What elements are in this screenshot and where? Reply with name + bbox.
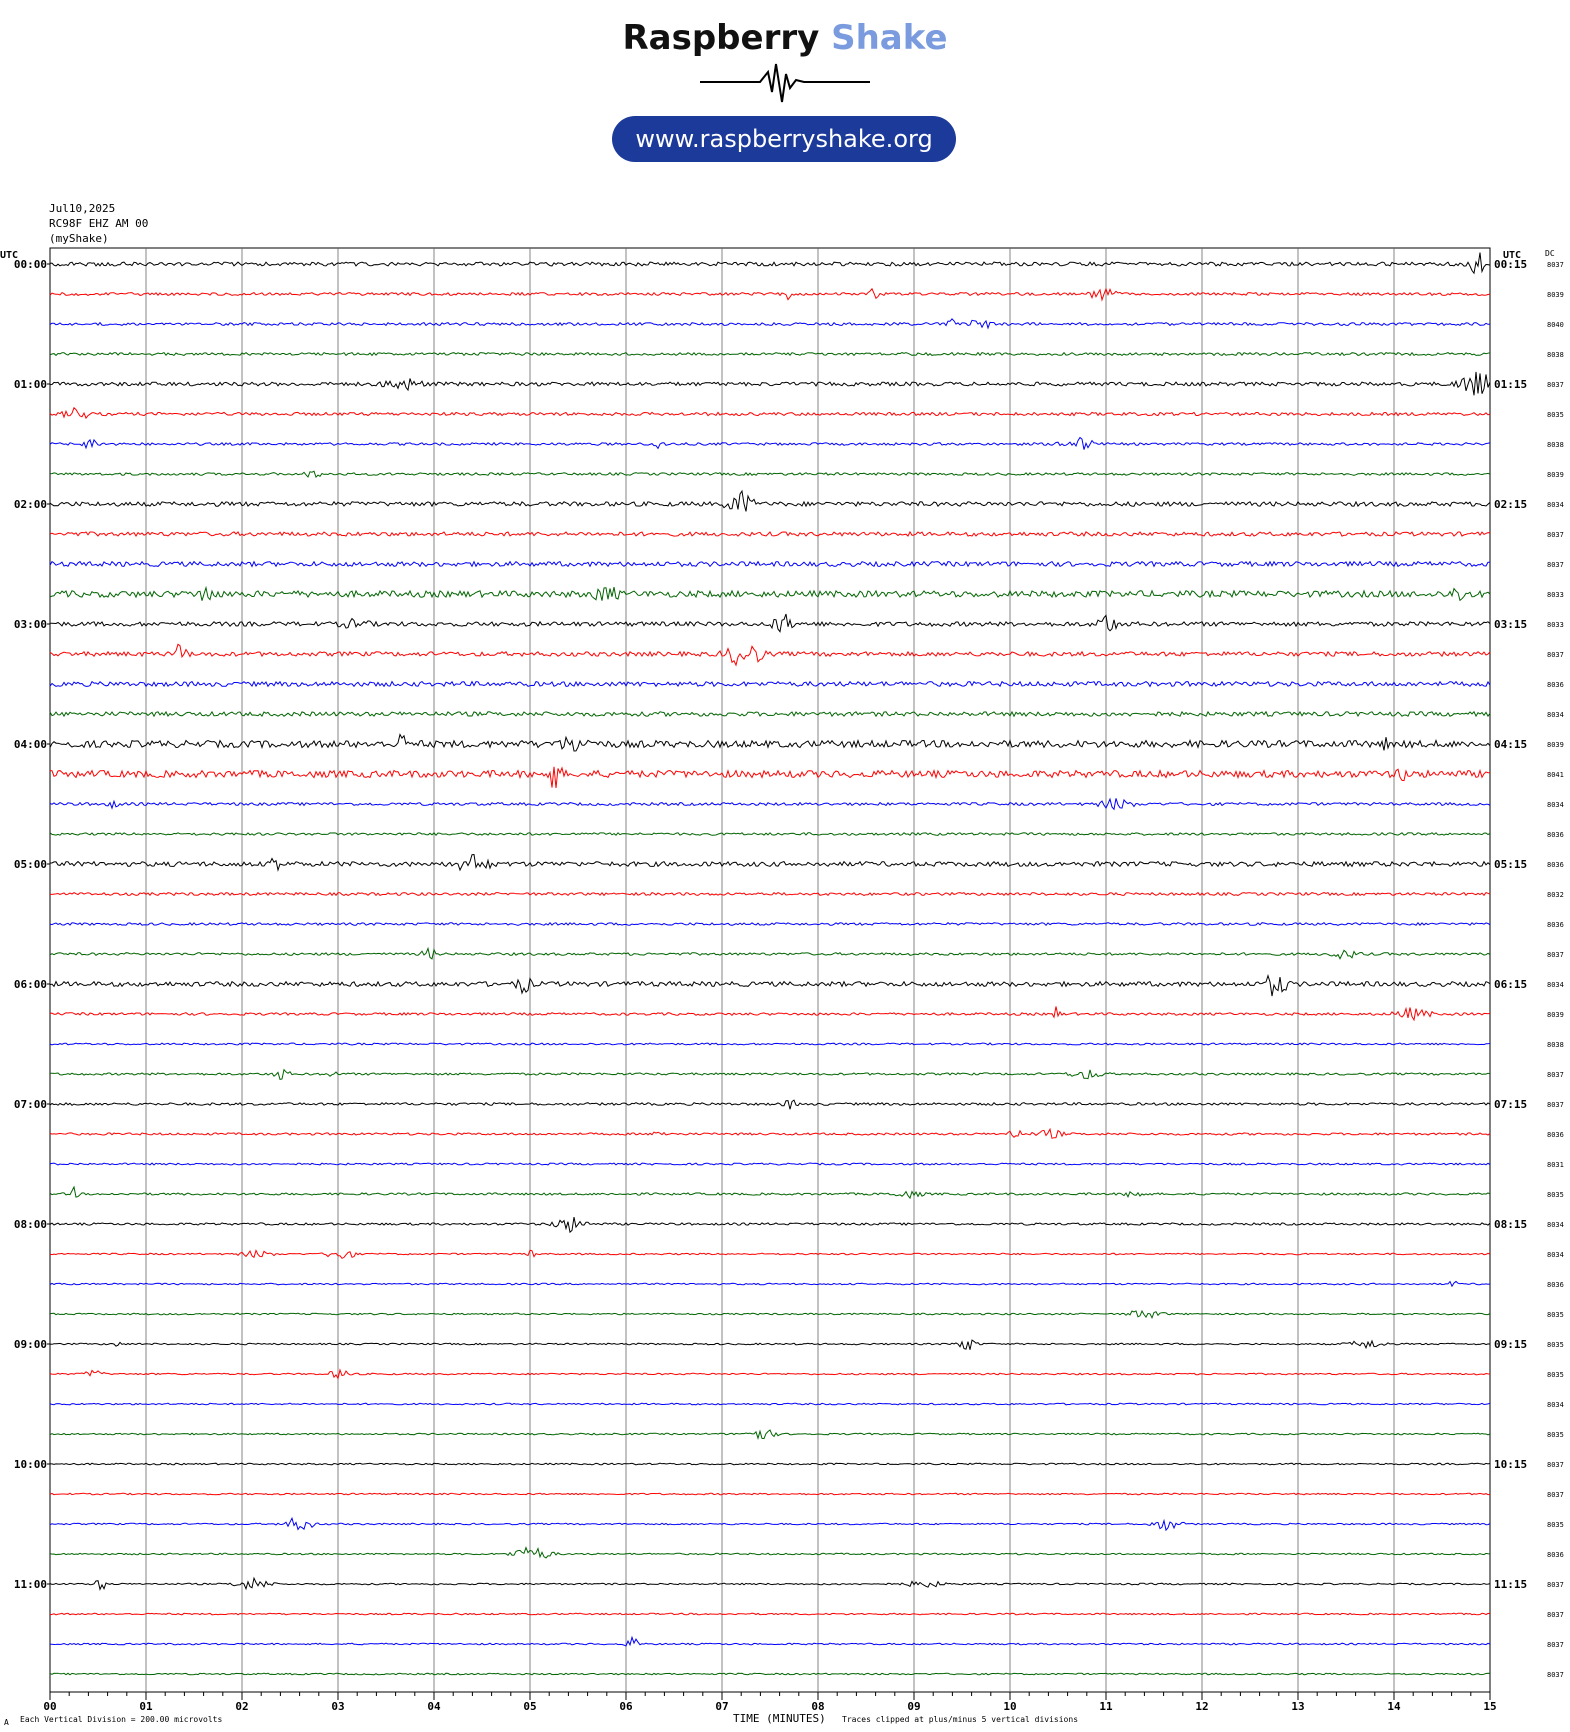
dc-value-label: 8037 (1547, 651, 1564, 659)
dc-value-label: 8039 (1547, 741, 1564, 749)
dc-value-label: 8034 (1547, 801, 1564, 809)
x-axis-title: TIME (MINUTES) (733, 1712, 826, 1725)
seismic-trace (50, 289, 1490, 300)
seismic-trace (50, 1070, 1490, 1080)
right-hour-label: 07:15 (1494, 1098, 1528, 1111)
x-tick-label-11: 11 (1099, 1700, 1113, 1713)
right-utc-label: UTC (1503, 250, 1522, 261)
seismic-trace (50, 923, 1490, 926)
seismic-trace (50, 1463, 1490, 1465)
x-tick-label-14: 14 (1387, 1700, 1401, 1713)
seismic-trace (50, 1370, 1490, 1378)
seismic-trace (50, 1217, 1490, 1232)
seismic-trace (50, 1340, 1490, 1350)
dc-value-label: 8037 (1547, 1461, 1564, 1469)
dc-value-label: 8041 (1547, 771, 1564, 779)
dc-value-label: 8036 (1547, 861, 1564, 869)
dc-value-label: 8033 (1547, 621, 1564, 629)
seismic-trace (50, 1043, 1490, 1045)
right-hour-label: 00:15 (1494, 258, 1528, 271)
dc-value-label: 8036 (1547, 681, 1564, 689)
seismic-trace (50, 893, 1490, 896)
seismic-trace (50, 712, 1490, 716)
right-hour-label: 06:15 (1494, 978, 1528, 991)
seismic-trace (50, 1281, 1490, 1286)
seismic-trace (50, 644, 1490, 665)
dc-value-label: 8040 (1547, 321, 1564, 329)
x-tick-label-13: 13 (1291, 1700, 1305, 1713)
left-hour-label: 02:00 (13, 498, 47, 511)
left-hour-label: 06:00 (13, 978, 47, 991)
right-hour-label: 11:15 (1494, 1578, 1528, 1591)
dc-value-label: 8037 (1547, 951, 1564, 959)
x-tick-label-06: 06 (619, 1700, 633, 1713)
dc-value-label: 8037 (1547, 1671, 1564, 1679)
dc-value-label: 8035 (1547, 1521, 1564, 1529)
dc-value-label: 8036 (1547, 831, 1564, 839)
dc-value-label: 8038 (1547, 441, 1564, 449)
left-hour-label: 09:00 (13, 1338, 47, 1351)
dc-value-label: 8035 (1547, 1341, 1564, 1349)
seismic-trace (50, 438, 1490, 450)
dc-value-label: 8036 (1547, 1281, 1564, 1289)
seismic-trace (50, 767, 1490, 788)
right-hour-label: 09:15 (1494, 1338, 1528, 1351)
seismic-trace (50, 948, 1490, 959)
left-hour-label: 11:00 (13, 1578, 47, 1591)
left-hour-label: 04:00 (13, 738, 47, 751)
seismic-trace (50, 1673, 1490, 1675)
seismic-trace (50, 614, 1490, 632)
x-tick-label-02: 02 (235, 1700, 249, 1713)
x-tick-label-10: 10 (1003, 1700, 1017, 1713)
right-hour-label: 04:15 (1494, 738, 1528, 751)
seismic-trace (50, 682, 1490, 687)
dc-value-label: 8035 (1547, 1311, 1564, 1319)
dc-value-label: 8037 (1547, 531, 1564, 539)
vertical-scale-note: Each Vertical Division = 200.00 microvolts (20, 1715, 223, 1724)
seismic-trace (50, 491, 1490, 511)
dc-value-label: 8037 (1547, 1641, 1564, 1649)
left-hour-label: 10:00 (13, 1458, 47, 1471)
seismic-trace (50, 1187, 1490, 1198)
seismic-trace (50, 1613, 1490, 1615)
dc-value-label: 8037 (1547, 1491, 1564, 1499)
seismic-trace (50, 1578, 1490, 1589)
left-hour-label: 03:00 (13, 618, 47, 631)
right-hour-label: 01:15 (1494, 378, 1528, 391)
dc-value-label: 8034 (1547, 1251, 1564, 1259)
seismic-trace (50, 587, 1490, 601)
seismic-trace (50, 562, 1490, 567)
x-tick-label-09: 09 (907, 1700, 921, 1713)
right-hour-label: 03:15 (1494, 618, 1528, 631)
seismic-trace (50, 253, 1490, 274)
seismic-trace (50, 1637, 1490, 1646)
plot-frame (50, 248, 1490, 1692)
seismic-trace (50, 1129, 1490, 1138)
x-tick-label-08: 08 (811, 1700, 825, 1713)
dc-value-label: 8031 (1547, 1161, 1564, 1169)
seismic-trace (50, 532, 1490, 536)
x-tick-label-07: 07 (715, 1700, 729, 1713)
dc-value-label: 8036 (1547, 1551, 1564, 1559)
seismic-trace (50, 833, 1490, 836)
x-tick-label-00: 00 (43, 1700, 57, 1713)
logo-brand-shake: Shake (831, 18, 948, 58)
dc-value-label: 8039 (1547, 1011, 1564, 1019)
clip-note: Traces clipped at plus/minus 5 vertical divisions (842, 1715, 1079, 1724)
dc-value-label: 8034 (1547, 711, 1564, 719)
dc-value-label: 8037 (1547, 1611, 1564, 1619)
seismic-trace (50, 1430, 1490, 1439)
dc-value-label: 8034 (1547, 1221, 1564, 1229)
network-name: (myShake) (49, 232, 109, 245)
dc-value-label: 8035 (1547, 411, 1564, 419)
dc-value-label: 8037 (1547, 261, 1564, 269)
dc-value-label: 8039 (1547, 291, 1564, 299)
dc-value-label: 8037 (1547, 1581, 1564, 1589)
seismic-trace (50, 1311, 1490, 1318)
website-url-badge[interactable]: www.raspberryshake.org (612, 116, 956, 162)
dc-value-label: 8036 (1547, 1131, 1564, 1139)
x-tick-label-12: 12 (1195, 1700, 1209, 1713)
dc-value-label: 8038 (1547, 1041, 1564, 1049)
dc-value-label: 8037 (1547, 561, 1564, 569)
seismic-trace (50, 1007, 1490, 1021)
x-tick-label-05: 05 (523, 1700, 537, 1713)
right-hour-label: 05:15 (1494, 858, 1528, 871)
dc-value-label: 8035 (1547, 1431, 1564, 1439)
seismic-trace (50, 372, 1490, 395)
seismic-trace (50, 471, 1490, 477)
x-tick-label-03: 03 (331, 1700, 345, 1713)
dc-label: DC (1545, 249, 1555, 258)
left-hour-label: 05:00 (13, 858, 47, 871)
seismic-trace (50, 353, 1490, 356)
dc-value-label: 8038 (1547, 351, 1564, 359)
seismic-trace (50, 408, 1490, 418)
station-code: RC98F EHZ AM 00 (49, 217, 149, 230)
x-tick-label-01: 01 (139, 1700, 153, 1713)
seismic-trace (50, 855, 1490, 871)
seismic-trace (50, 1250, 1490, 1258)
x-tick-label-15: 15 (1483, 1700, 1497, 1713)
right-hour-label: 02:15 (1494, 498, 1528, 511)
seismic-trace (50, 1163, 1490, 1165)
dc-value-label: 8034 (1547, 501, 1564, 509)
right-hour-label: 10:15 (1494, 1458, 1528, 1471)
dc-value-label: 8036 (1547, 921, 1564, 929)
left-hour-label: 07:00 (13, 1098, 47, 1111)
seismic-trace (50, 1518, 1490, 1530)
dc-value-label: 8037 (1547, 1071, 1564, 1079)
seismic-trace (50, 1493, 1490, 1495)
seismic-trace (50, 1100, 1490, 1109)
x-tick-label-04: 04 (427, 1700, 441, 1713)
seismic-trace (50, 798, 1490, 809)
seismic-trace (50, 735, 1490, 752)
dc-value-label: 8037 (1547, 381, 1564, 389)
left-hour-label: 01:00 (13, 378, 47, 391)
logo-brand-raspberry: Raspberry (622, 18, 820, 58)
left-hour-label: 08:00 (13, 1218, 47, 1231)
dc-value-label: 8034 (1547, 981, 1564, 989)
left-utc-label: UTC (0, 250, 19, 261)
dc-value-label: 8037 (1547, 1101, 1564, 1109)
dc-value-label: 8033 (1547, 591, 1564, 599)
dc-value-label: 8039 (1547, 471, 1564, 479)
seismic-trace (50, 319, 1490, 328)
dc-value-label: 8032 (1547, 891, 1564, 899)
left-hour-label: 00:00 (13, 258, 47, 271)
seismic-trace (50, 976, 1490, 996)
seismic-trace (50, 1403, 1490, 1405)
dc-value-label: 8035 (1547, 1371, 1564, 1379)
dc-value-label: 8034 (1547, 1401, 1564, 1409)
record-date: Jul10,2025 (49, 202, 116, 215)
right-hour-label: 08:15 (1494, 1218, 1528, 1231)
corner-mark: A (4, 1718, 9, 1727)
dc-value-label: 8035 (1547, 1191, 1564, 1199)
seismic-trace (50, 1548, 1490, 1558)
